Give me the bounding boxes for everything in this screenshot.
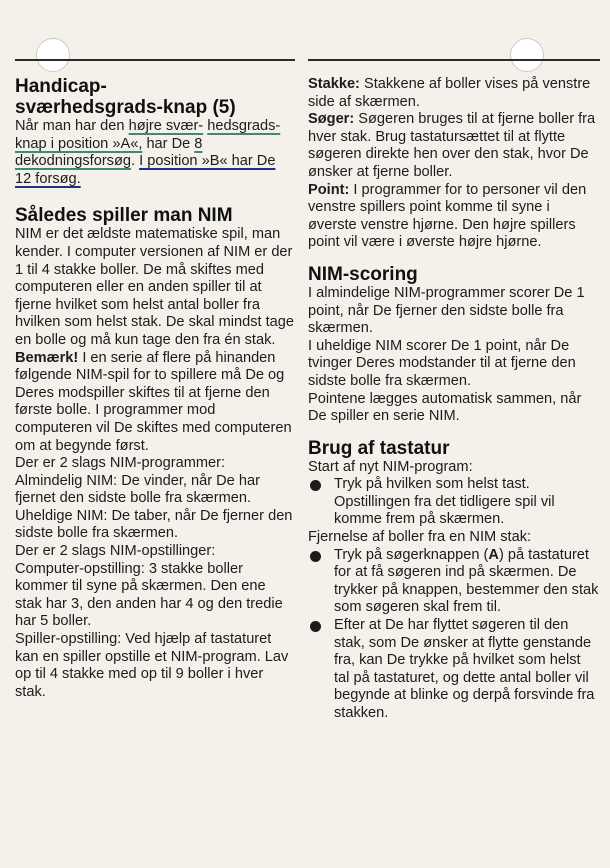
scoring-almindelig: I almindelige NIM-programmer scorer De 1 point, når De fjerner den sidste bolle fra skærmen. <box>308 284 585 337</box>
scoring-auto: Pointene lægges automatisk sammen, når De spiller en serie NIM. <box>308 390 582 425</box>
start-label: Start af nyt NIM-program: <box>308 458 473 475</box>
remove-list <box>308 547 600 723</box>
binder-hole-right <box>510 38 544 72</box>
almindelig-nim: Almindelig NIM: De vinder, når De har fjernet den sidste bolle fra skærmen. <box>15 472 260 507</box>
bemaerk-label: Bemærk! <box>15 349 79 366</box>
list-item: Tryk på hvilken som helst tast. Opstillingen fra det tidligere spil vil komme frem på skærmen. <box>308 476 600 529</box>
left-column <box>15 76 295 701</box>
stakke-paragraph: Stakke: Stakkene af boller vises på venstre side af skærmen. <box>308 76 591 110</box>
remove-label: Fjernelse af boller fra en NIM stak: <box>308 529 532 546</box>
handicap-heading: Handicap- sværhedsgrads-knap (5) <box>15 76 236 118</box>
bullet-icon <box>310 480 321 491</box>
handicap-underline-2: hedsgrads-knap i position »A«, <box>15 118 281 152</box>
top-rule-left <box>15 59 295 61</box>
handicap-underline-3: 8 dekodningsforsøg <box>15 135 203 170</box>
soeger-paragraph: Søger: Søgeren bruges til at fjerne boller fra hver stak. Brug tastatursættet til at flytte søgeren direkte hen over den stak, hvor De ønsker at fjerne boller. <box>308 111 596 180</box>
computer-opstilling: Computer-opstilling: 3 stakke boller kommer til syne på skærmen. Den ene stak har 3, den anden har 4 og den tredie har 5 boller. <box>15 560 283 630</box>
point-label: Point: <box>308 181 350 198</box>
list-item: Tryk på søgerknappen (A) på tastaturet for at få søgeren ind på skærmen. De trykker på knappen, bestemmer den stak som søgeren skal frem til. <box>308 547 600 617</box>
bullet-icon <box>310 621 321 632</box>
top-rule-right <box>308 59 600 61</box>
uheldige-nim: Uheldige NIM: De taber, når De fjerner den sidste bolle fra skærmen. <box>15 507 293 542</box>
soeger-label: Søger: <box>308 111 355 128</box>
bemaerk-paragraph: Bemærk! I en serie af flere på hinanden følgende NIM-spil for to spillere må De og Deres modspiller skiftes til at fjerne den første bolle. I programmer mod computeren vil De skiftes med computeren om at begynde først. <box>15 349 292 454</box>
nim-program-types: Der er 2 slags NIM-programmer: <box>15 455 226 472</box>
nim-scoring-heading: NIM-scoring <box>308 263 418 285</box>
keyboard-heading: Brug af tastatur <box>308 437 450 459</box>
nim-setup-types: Der er 2 slags NIM-opstillinger: <box>15 543 216 560</box>
stakke-label: Stakke: <box>308 76 360 92</box>
spiller-opstilling: Spiller-opstilling: Ved hjælp af tastaturet kan en spiller opstille et NIM-program. Lav op til 4 stakke med op til 9 boller i hver stak. <box>15 631 289 700</box>
nim-intro: NIM er det ældste matematiske spil, man kender. I computer versionen af NIM er der 1 til 4 stakke boller. De må skiftes med computeren eller en anden spiller til at fjerne hvilket som helst antal boller fra hvilken som helst stak. De skal mindst tage en bolle og må kun tage den fra én stak. <box>15 226 295 348</box>
handicap-underline-4: I position »B« har De 12 forsøg. <box>15 153 276 187</box>
handicap-text: Når man har den højre svær- hedsgrads-knap i position »A«, har De 8 dekodningsforsøg. I position »B« har De 12 forsøg. <box>15 118 281 187</box>
key-a: A <box>488 546 499 563</box>
nim-rules-heading: Således spiller man NIM <box>15 205 233 227</box>
binder-hole-left <box>36 38 70 72</box>
start-list <box>308 476 600 529</box>
right-column <box>308 76 600 723</box>
handicap-underline-1: højre svær- <box>128 118 204 134</box>
scoring-uheldige: I uheldige NIM scorer De 1 point, når De tvinger Deres modstander til at fjerne den sidste bolle fra skærmen. <box>308 337 576 389</box>
point-paragraph: Point: I programmer for to personer vil den venstre spillers point komme til syne i øverste venstre hjørne. Den højre spillers point vil være i øverste højre hjørne. <box>308 181 587 251</box>
list-item: Efter at De har flyttet søgeren til den stak, som De ønsker at flytte genstande fra, kan De trykke på hvilket som helst tal på tastaturet, og dette antal boller vil begynde at blinke og derpå forsvinde fra stakken. <box>308 617 600 723</box>
bullet-icon <box>310 551 321 562</box>
